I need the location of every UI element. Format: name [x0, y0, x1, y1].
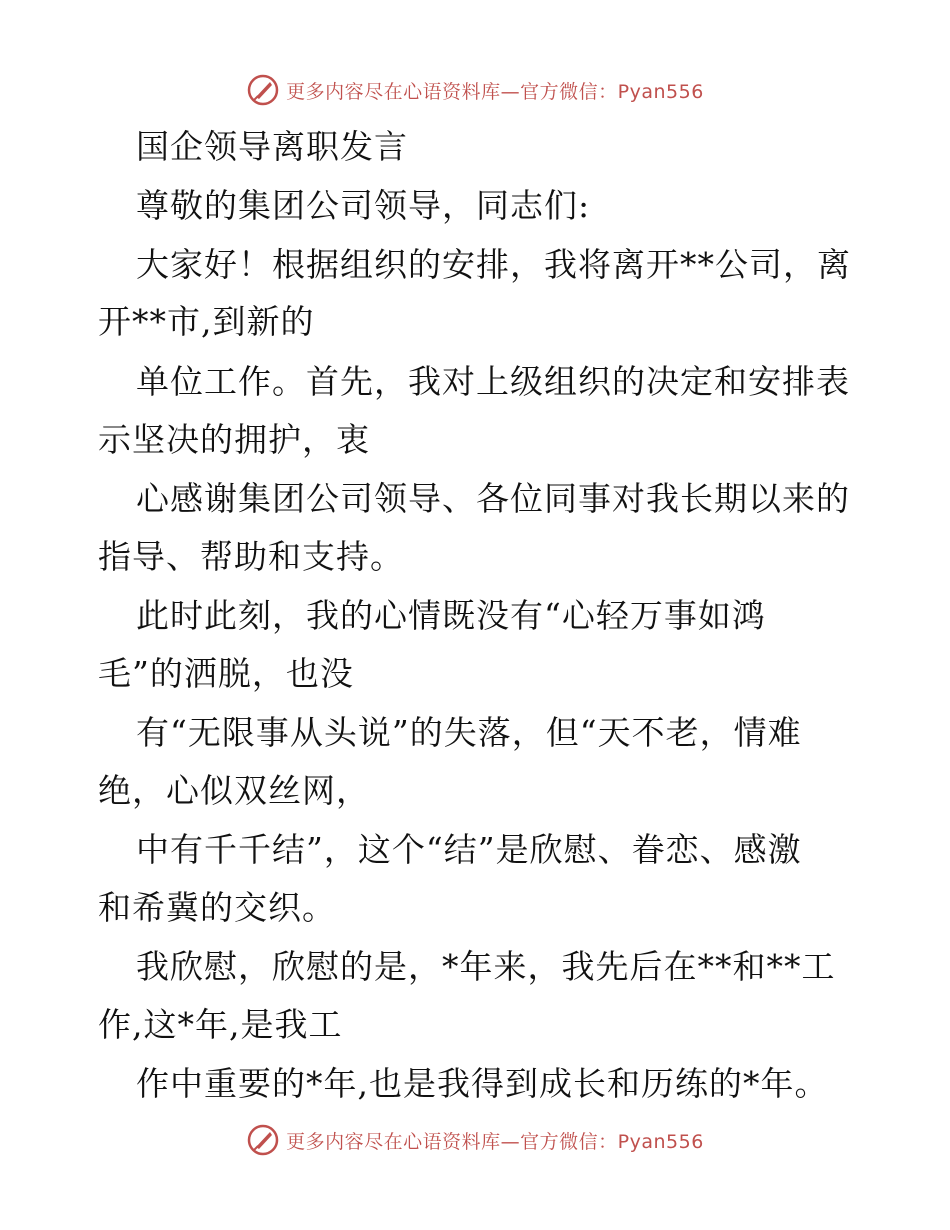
paragraph-line: 和希冀的交织。: [98, 888, 336, 927]
document-title: 国企领导离职发言: [136, 127, 408, 166]
paragraph-line: 作,这*年,是我工: [98, 1005, 343, 1044]
paragraph-line: 示坚决的拥护，衷: [98, 420, 370, 459]
paragraph-line: 作中重要的*年,也是我得到成长和历练的*年。: [136, 1064, 829, 1103]
quill-logo-icon: [246, 1123, 280, 1157]
paragraph-line: 开**市,到新的: [98, 302, 315, 341]
quill-logo-icon: [246, 73, 280, 107]
paragraph-line: 指导、帮助和支持。: [98, 537, 404, 576]
paragraph-line: 中有千千结”，这个“结”是欣慰、眷恋、感激: [136, 830, 802, 869]
watermark-text: 更多内容尽在心语资料库—官方微信：Pyan556: [286, 1130, 704, 1153]
header-watermark: [0, 70, 950, 110]
paragraph-line: 心感谢集团公司领导、各位同事对我长期以来的: [136, 479, 850, 518]
salutation: 尊敬的集团公司领导，同志们:: [136, 186, 591, 225]
watermark-text: 更多内容尽在心语资料库—官方微信：Pyan556: [286, 80, 704, 103]
paragraph-line: 大家好！根据组织的安排，我将离开**公司，离: [136, 245, 851, 284]
footer-watermark: [0, 1120, 950, 1160]
paragraph-line: 绝，心似双丝网，: [98, 771, 370, 810]
paragraph-line: 此时此刻，我的心情既没有“心轻万事如鸿: [136, 596, 766, 635]
paragraph-line: 单位工作。首先，我对上级组织的决定和安排表: [136, 362, 850, 401]
paragraph-line: 有“无限事从头说”的失落，但“天不老，情难: [136, 713, 802, 752]
paragraph-line: 我欣慰，欣慰的是，*年来，我先后在**和**工: [136, 947, 836, 986]
paragraph-line: 毛”的洒脱，也没: [98, 654, 354, 693]
